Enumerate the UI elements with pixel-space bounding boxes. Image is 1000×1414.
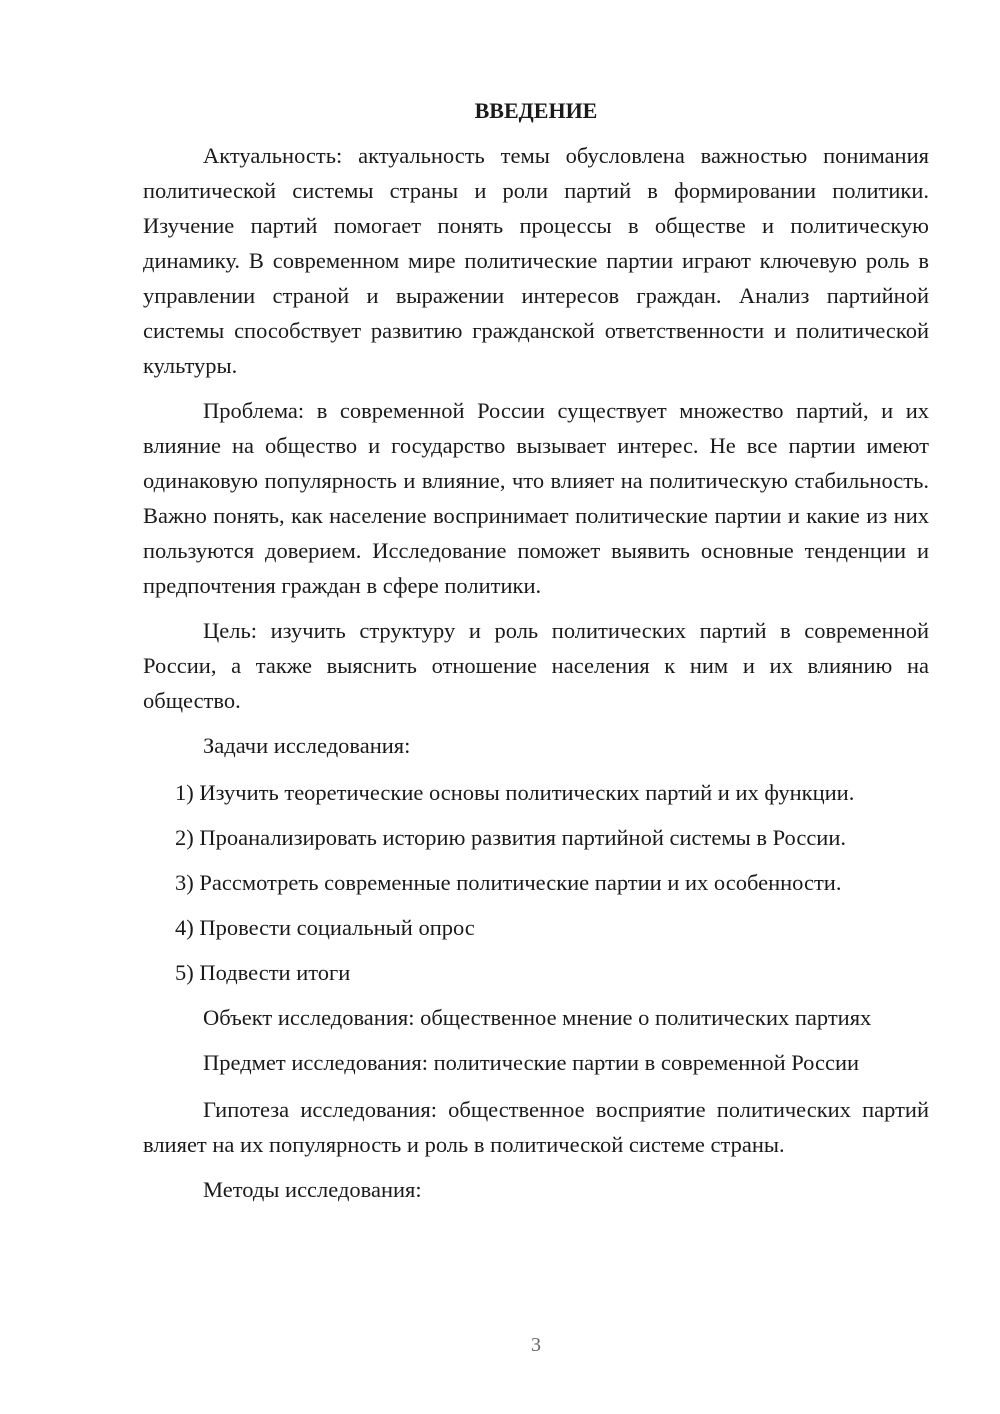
- page-title: ВВЕДЕНИЕ: [474, 98, 598, 123]
- list-item: 3) Рассмотреть современные политические партии и их особенности.: [175, 870, 842, 895]
- hypothesis-paragraph: Гипотеза исследования: общественное восприятие политических партий влияет на их популярность и роль в политической системе страны.: [143, 1097, 929, 1157]
- list-item: 4) Провести социальный опрос: [175, 915, 475, 940]
- list-item: 2) Проанализировать историю развития партийной системы в России.: [175, 825, 847, 850]
- list-item: 1) Изучить теоретические основы политических партий и их функции.: [175, 780, 855, 805]
- subject-paragraph: Предмет исследования: политические партии в современной России: [203, 1050, 860, 1075]
- methods-heading: Методы исследования:: [203, 1177, 422, 1202]
- problem-paragraph: Проблема: в современной России существует множество партий, и их влияние на общество и государство вызывает интерес. Не все партии имеют одинаковую популярность и влияние, что влияет на политическую стабильность. Важно понять, как население воспринимает политические партии и какие из них пользуются доверием. Исследование поможет выявить основные тенденции и предпочтения граждан в сфере политики.: [143, 398, 929, 598]
- tasks-heading: Задачи исследования:: [203, 733, 411, 758]
- goal-paragraph: Цель: изучить структуру и роль политических партий в современной России, а также выяснить отношение населения к ним и их влиянию на общество.: [143, 618, 929, 713]
- relevance-paragraph: Актуальность: актуальность темы обусловлена важностью понимания политической системы страны и роли партий в формировании политики. Изучение партий помогает понять процессы в обществе и политическую динамику. В современном мире политические партии играют ключевую роль в управлении страной и выражении интересов граждан. Анализ партийной системы способствует развитию гражданской ответственности и политической культуры.: [143, 143, 929, 378]
- object-paragraph: Объект исследования: общественное мнение о политических партиях: [203, 1005, 872, 1030]
- page-number: 3: [531, 1334, 541, 1356]
- page-content: [143, 96, 929, 1219]
- list-item: 5) Подвести итоги: [175, 960, 351, 985]
- tasks-list: [143, 775, 929, 990]
